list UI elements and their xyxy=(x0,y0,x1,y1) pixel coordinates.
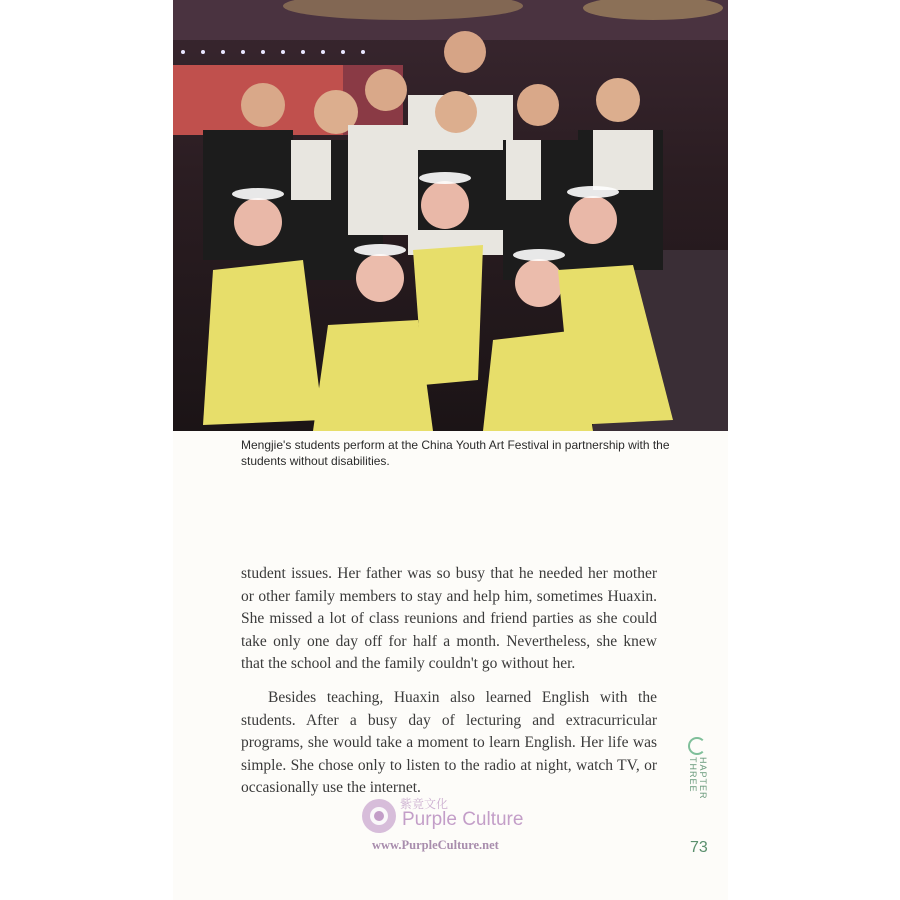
paragraph: Besides teaching, Huaxin also learned English with the students. After a busy day of lecturing and extracurricular programs, she would take a moment to learn English. Her life was simple. She chose only to listen to the radio at night, watch TV, or occasionally use the internet. xyxy=(241,688,657,797)
photo-illustration xyxy=(173,0,728,431)
watermark-chinese: 紫竟文化 xyxy=(400,797,449,811)
watermark-name: Purple Culture xyxy=(402,809,524,830)
chapter-tab xyxy=(686,737,714,825)
festival-photo xyxy=(173,0,728,431)
chapter-c-icon xyxy=(688,737,706,755)
paragraph: student issues. Her father was so busy that he needed her mother or other family members to stay and help him, sometimes Huaxin. She missed a lot of class reunions and friend parties as she could take only one day off for half a month. Nevertheless, she knew that the school and the family couldn't go without her. xyxy=(241,565,657,673)
chapter-label: HAPTER THREE xyxy=(688,757,708,800)
photo-caption: Mengjie's students perform at the China Youth Art Festival in partnership with the students without disabilities. xyxy=(241,438,670,468)
front-row-dancers xyxy=(203,181,673,431)
page-number: 73 xyxy=(690,839,708,856)
body-text xyxy=(241,563,657,811)
watermark-url: www.PurpleCulture.net xyxy=(372,838,499,852)
watermark xyxy=(360,793,550,857)
stage-lights xyxy=(181,50,365,54)
watermark-logo-icon xyxy=(360,795,398,835)
